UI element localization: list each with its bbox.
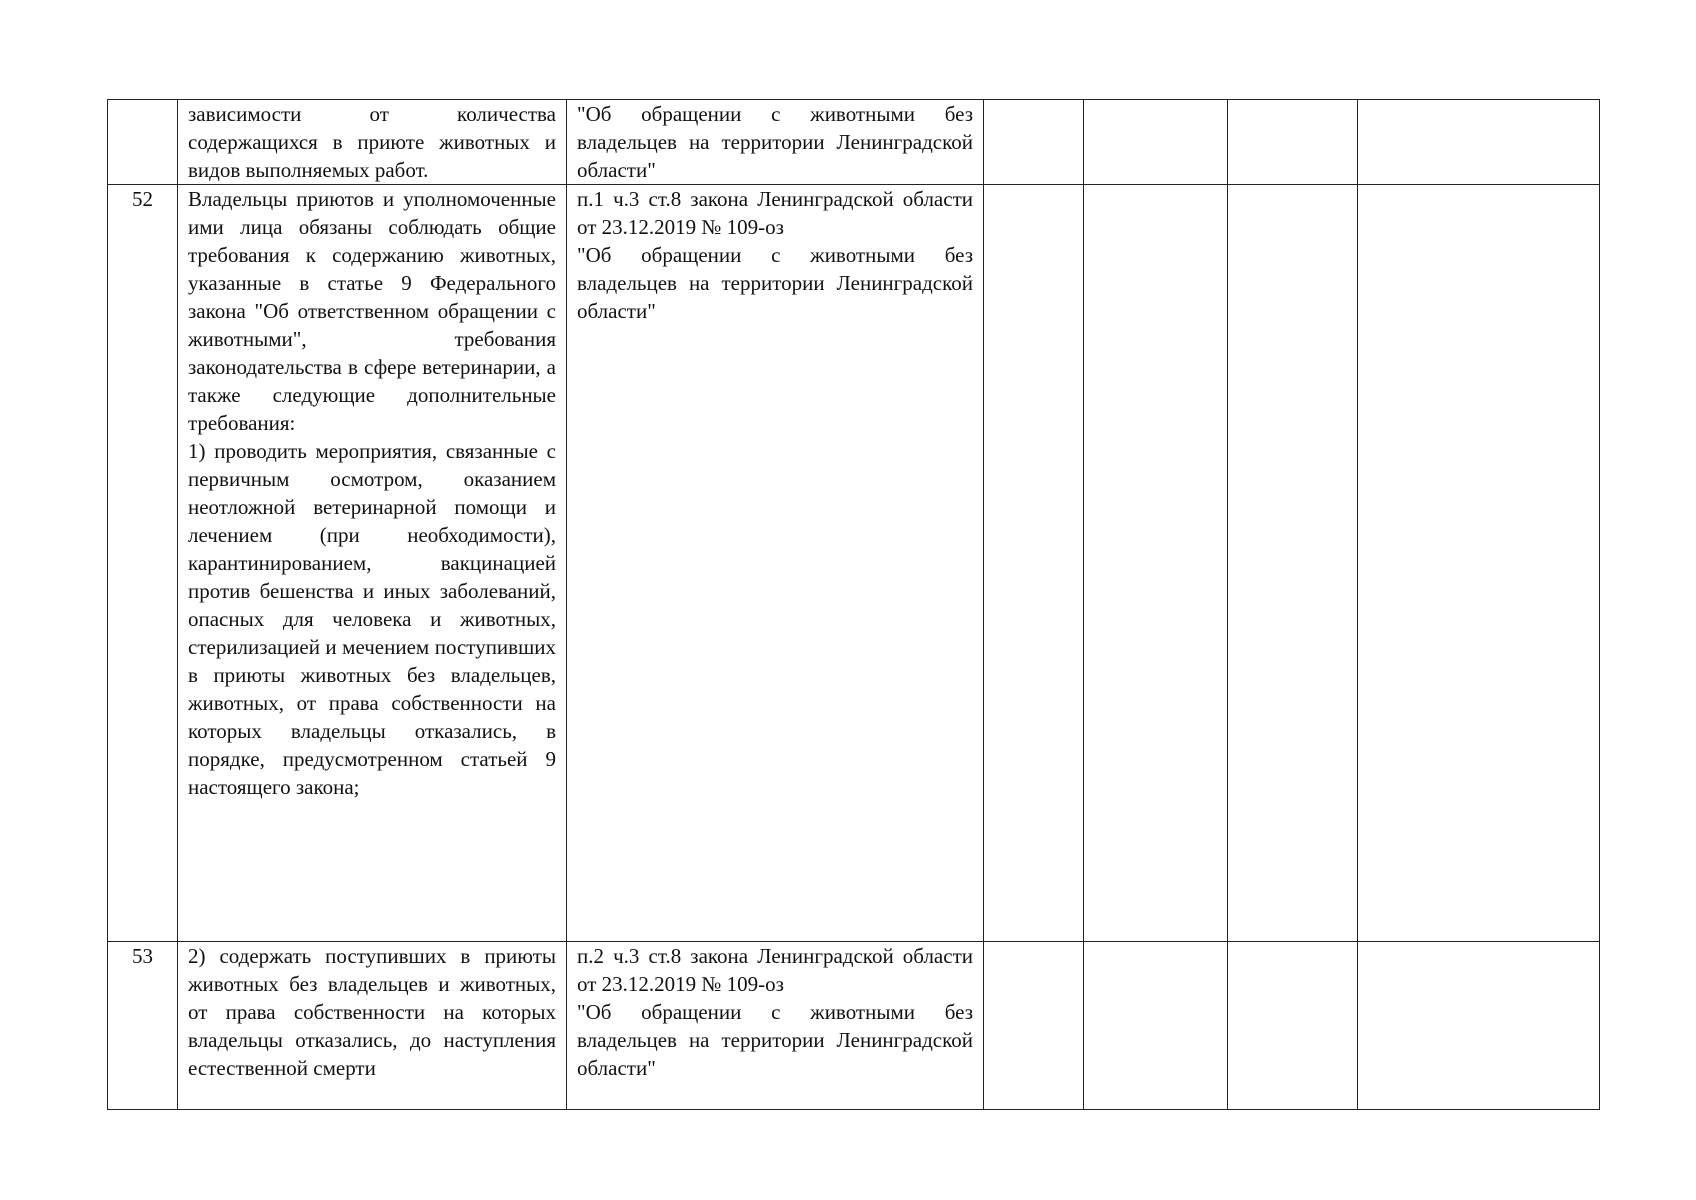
legal-basis-paragraph: "Об обращении с животными без владельцев на территории Ленинградской области" [577,243,973,323]
empty-cell [984,942,1084,1110]
requirement-paragraph: зависимости от количества содержащихся в приюте животных и видов выполняемых работ. [188,102,556,182]
requirement-cell [178,942,567,1110]
empty-cell [984,100,1084,185]
legal-basis-paragraph: "Об обращении с животными без владельцев на территории Ленинградской области" [577,1000,973,1080]
document-page [107,99,1599,1110]
empty-cell [1228,100,1358,185]
row-number-cell: 52 [108,185,178,942]
empty-cell [1358,185,1600,942]
requirement-paragraph: 2) содержать поступивших в приюты животных без владельцев и животных, от права собственности на которых владельцы отказались, до наступления естественной смерти [188,944,556,1080]
table-row [108,185,1600,942]
row-number-cell [108,100,178,185]
requirement-paragraph: 1) проводить мероприятия, связанные с первичным осмотром, оказанием неотложной ветеринарной помощи и лечением (при необходимости), карантинированием, вакцинацией против бешенства и иных заболеваний, опасных для человека и животных, стерилизацией и мечением поступивших в приюты животных без владельцев, животных, от права собственности на которых владельцы отказались, в порядке, предусмотренном статьей 9 настоящего закона; [188,439,556,799]
legal-basis-cell [567,942,984,1110]
legal-basis-paragraph: п.2 ч.3 ст.8 закона Ленинградской области от 23.12.2019 № 109-оз [577,944,973,996]
legal-basis-paragraph: п.1 ч.3 ст.8 закона Ленинградской области от 23.12.2019 № 109-оз [577,187,973,239]
requirement-paragraph: Владельцы приютов и уполномоченные ими лица обязаны соблюдать общие требования к содержанию животных, указанные в статье 9 Федерального закона "Об ответственном обращении с животными", требования законодательства в сфере ветеринарии, а также следующие дополнительные требования: [188,187,556,435]
empty-cell [1228,185,1358,942]
table-row [108,100,1600,185]
legal-basis-cell [567,185,984,942]
empty-cell [1084,942,1228,1110]
empty-cell [1228,942,1358,1110]
table-row [108,942,1600,1110]
requirement-cell [178,185,567,942]
empty-cell [1084,100,1228,185]
empty-cell [1084,185,1228,942]
empty-cell [1358,100,1600,185]
legal-basis-cell [567,100,984,185]
row-number-cell: 53 [108,942,178,1110]
empty-cell [984,185,1084,942]
requirement-cell [178,100,567,185]
empty-cell [1358,942,1600,1110]
legal-basis-paragraph: "Об обращении с животными без владельцев на территории Ленинградской области" [577,102,973,182]
requirements-table [107,99,1600,1110]
